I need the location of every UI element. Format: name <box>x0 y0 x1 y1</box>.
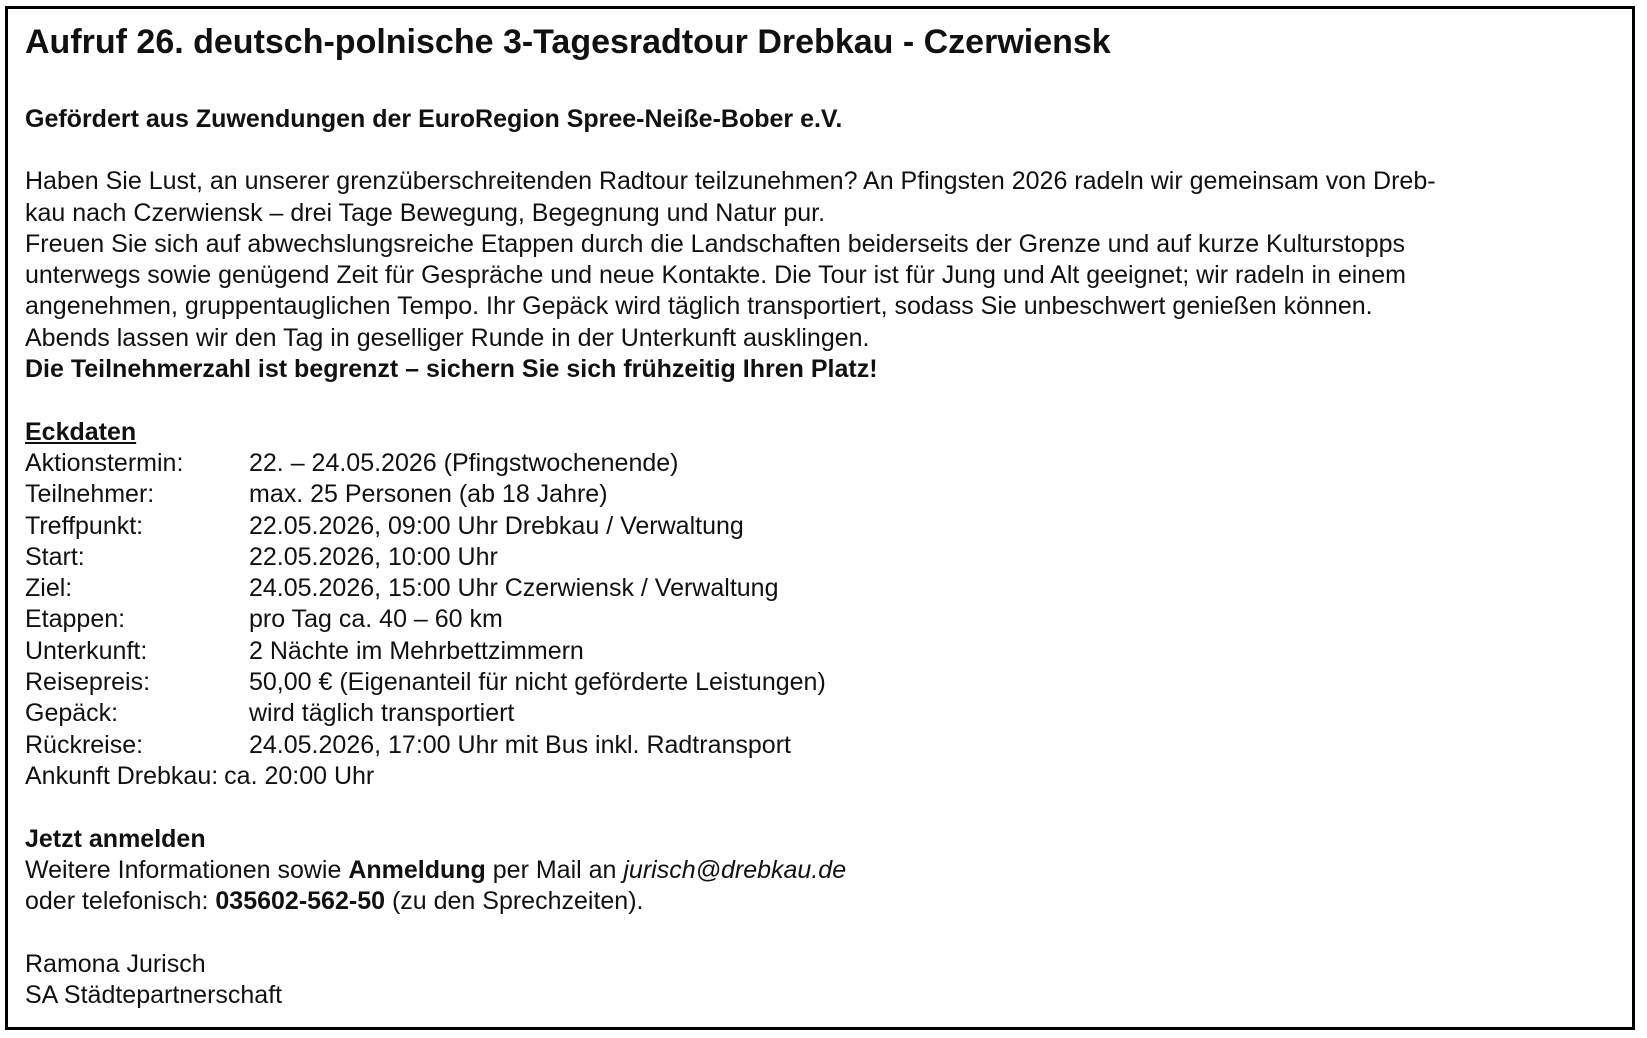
signup-text: (zu den Sprechzeiten). <box>385 887 644 916</box>
email-link[interactable]: jurisch@drebkau.de <box>623 855 847 884</box>
fact-row <box>25 698 1615 729</box>
fact-label: Unterkunft: <box>25 636 148 665</box>
signature-role: SA Städtepartnerschaft <box>25 981 283 1010</box>
fact-row <box>25 479 1615 510</box>
fact-value: 22.05.2026, 09:00 Uhr Drebkau / Verwaltung <box>249 511 744 540</box>
fact-row <box>25 636 1615 667</box>
fact-row <box>25 604 1615 635</box>
signup-text: Weitere Informationen sowie <box>25 855 349 884</box>
signup-line-phone <box>25 886 1615 917</box>
document-content <box>25 22 1615 1011</box>
funding-subtitle: Gefördert aus Zuwendungen der EuroRegion Spree-Neiße-Bober e.V. <box>25 105 843 133</box>
fact-label: Ankunft Drebkau: <box>25 761 219 790</box>
fact-label: Ziel: <box>25 574 73 603</box>
intro-line: kau nach Czerwiensk – drei Tage Bewegung, Begegnung und Natur pur. <box>25 198 826 227</box>
fact-row <box>25 761 1615 792</box>
fact-label: Aktionstermin: <box>25 448 184 477</box>
fact-label: Rückreise: <box>25 730 144 759</box>
fact-row <box>25 448 1615 479</box>
fact-value: 24.05.2026, 15:00 Uhr Czerwiensk / Verwaltung <box>249 574 779 603</box>
fact-row <box>25 730 1615 761</box>
fact-label: Etappen: <box>25 605 126 634</box>
facts-heading: Eckdaten <box>25 417 137 446</box>
fact-value: 2 Nächte im Mehrbettzimmern <box>249 636 584 665</box>
fact-row <box>25 667 1615 698</box>
fact-value: 22. – 24.05.2026 (Pfingstwochenende) <box>249 448 679 477</box>
signup-keyword: Anmeldung <box>348 855 486 884</box>
fact-row <box>25 511 1615 542</box>
signup-text: per Mail an <box>485 855 624 884</box>
fact-value: 50,00 € (Eigenanteil für nicht geförderte Leistungen) <box>249 668 826 697</box>
signup-heading: Jetzt anmelden <box>25 824 206 853</box>
intro-text <box>25 166 1615 385</box>
spacer <box>25 917 1615 948</box>
intro-highlight: Die Teilnehmerzahl ist begrenzt – sichern Sie sich frühzeitig Ihren Platz! <box>25 355 878 384</box>
facts-list <box>25 448 1615 792</box>
signature-name: Ramona Jurisch <box>25 949 206 978</box>
fact-row <box>25 573 1615 604</box>
intro-line: Freuen Sie sich auf abwechslungsreiche Etappen durch die Landschaften beiderseits der Grenze und auf kurze Kulturstopps <box>25 229 1406 258</box>
fact-label: Reisepreis: <box>25 668 151 697</box>
intro-line: angenehmen, gruppentauglichen Tempo. Ihr Gepäck wird täglich transportiert, sodass Sie unbeschwert genießen können. <box>25 292 1373 321</box>
intro-line: unterwegs sowie genügend Zeit für Gespräche und neue Kontakte. Die Tour ist für Jung und Alt geeignet; wir radeln in einem <box>25 261 1406 290</box>
fact-label: Treffpunkt: <box>25 511 144 540</box>
spacer <box>25 385 1615 416</box>
fact-value: max. 25 Personen (ab 18 Jahre) <box>249 480 608 509</box>
signup-line-mail <box>25 855 1615 886</box>
fact-label: Teilnehmer: <box>25 480 155 509</box>
spacer <box>25 792 1615 823</box>
fact-value: pro Tag ca. 40 – 60 km <box>249 605 503 634</box>
fact-row <box>25 542 1615 573</box>
intro-line: Haben Sie Lust, an unserer grenzüberschreitenden Radtour teilzunehmen? An Pfingsten 2026 radeln wir gemeinsam von Dreb- <box>25 167 1436 196</box>
fact-label: Gepäck: <box>25 699 119 728</box>
signup-text: oder telefonisch: <box>25 887 216 916</box>
fact-value: ca. 20:00 Uhr <box>224 761 375 790</box>
fact-value: wird täglich transportiert <box>249 699 515 728</box>
intro-line: Abends lassen wir den Tag in geselliger Runde in der Unterkunft ausklingen. <box>25 323 870 352</box>
phone-number[interactable]: 035602-562-50 <box>215 887 385 916</box>
fact-value: 24.05.2026, 17:00 Uhr mit Bus inkl. Radtransport <box>249 730 791 759</box>
page-title: Aufruf 26. deutsch-polnische 3-Tagesradtour Drebkau - Czerwiensk <box>25 23 1111 61</box>
fact-value: 22.05.2026, 10:00 Uhr <box>249 542 498 571</box>
fact-label: Start: <box>25 542 85 571</box>
